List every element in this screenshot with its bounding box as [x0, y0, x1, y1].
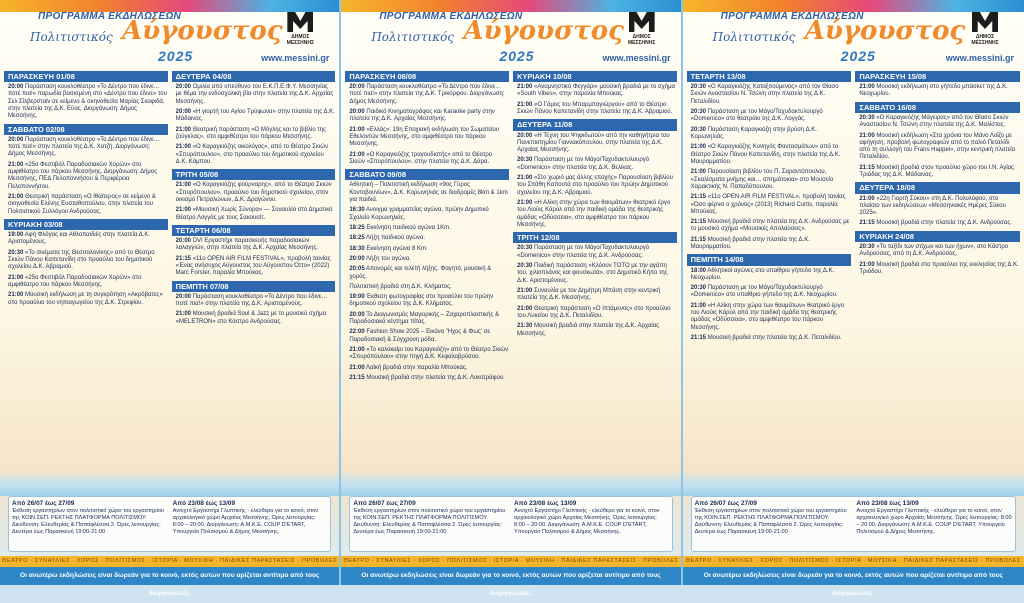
- event-time: 21:00: [517, 200, 533, 207]
- footer-left: [695, 500, 851, 548]
- event-time: 21:15: [175, 255, 192, 262]
- event-item: [349, 294, 509, 309]
- event-description: Παράσταση Καραγκιόζη στην βρύση Δ.Κ. Κορωνηλιάς.: [690, 126, 817, 141]
- event-item: [349, 182, 509, 204]
- event-time: 21:15: [690, 236, 707, 243]
- event-description: Fashion Show 2025 – Εικόνα 'Ήχος & Φως' σε Παραδοσιακή & Σύγχρονη μόδα.: [349, 329, 491, 343]
- panel-2: [341, 0, 682, 597]
- schedule-column: [513, 68, 677, 468]
- year-label: 2025: [499, 48, 535, 64]
- event-time: 21:00: [349, 347, 365, 354]
- event-description: Απονομές και τελετή λήξης. Φαγητό, μουσική & χορός.: [349, 266, 492, 280]
- schedule-columns: [341, 68, 680, 468]
- event-item: [517, 200, 677, 229]
- program-label: ΠΡΟΓΡΑΜΜΑ ΕΚΔΗΛΩΣΕΩΝ: [720, 11, 864, 22]
- event-time: 20:30: [517, 157, 533, 164]
- event-item: [859, 244, 1020, 259]
- event-description: «Η Τέχνη του Ψηφιδωτού» από την καθηγήτρια του Πανεπιστημίου Γιαννακόπουλου, στην πλατεία της Δ.Κ. Αρχαίας Μεσσήνης.: [517, 132, 670, 154]
- event-item: [517, 323, 677, 338]
- event-description: Μουσική εκδήλωση «Στα χρόνια του Μάνο Λοΐζο με αφήγηση, προβολή φωτογραφιών από το παλιό Πεταλίδι από τη συλλογή του Frans Happel», στην κεντρική πλατεία Πεταλιδίου.: [859, 132, 1016, 161]
- event-time: 18:25: [349, 224, 365, 231]
- footer-left-head: Από 26/07 έως 27/09: [694, 500, 757, 507]
- day-header: ΚΥΡΙΑΚΗ 24/08: [855, 231, 1020, 242]
- event-time: 20:00: [175, 84, 192, 91]
- event-item: [349, 207, 509, 222]
- event-time: 19:00: [8, 232, 24, 239]
- day-header: ΤΡΙΤΗ 05/08: [172, 169, 336, 180]
- event-description: Θεατρική παράσταση «Ο Μόγλης και το βιβλίο της ζούγκλας», στο αμφιθέατρο του πάρκου Μεσσήνης.: [175, 126, 326, 141]
- event-item: [691, 303, 852, 332]
- event-item: [517, 175, 677, 197]
- event-description: Αφή Φλόγας και Αθλοπαιδιές στην πλατεία Δ.Κ. Αριστομένους.: [8, 232, 150, 246]
- event-item: [349, 375, 509, 382]
- day-header: ΤΕΤΑΡΤΗ 06/08: [172, 225, 336, 236]
- event-description: «Η γιορτή του Αγίου Τρύφωνα» στην πλατεία της Δ.Κ. Μάδαινας.: [175, 109, 335, 123]
- day-header: ΣΑΒΒΑΤΟ 02/08: [4, 124, 168, 135]
- event-time: 20:05: [349, 266, 365, 273]
- event-description: Μουσική βραδιά στην πλατεία της Δ.Κ. Πεταλιδίου.: [707, 335, 842, 342]
- event-time: 20:30: [517, 263, 533, 270]
- day-header: ΠΕΜΠΤΗ 07/08: [172, 281, 336, 292]
- municipality-logo: [277, 12, 323, 46]
- sea-decoration: [0, 470, 339, 496]
- category-strip: ΘΕΑΤΡΟ · ΣΥΝΑΥΛΙΕΣ · ΧΟΡΟΣ · ΠΟΛΙΤΙΣΜΟΣ · ΙΣΤΟΡΙΑ · ΜΟΥΣΙΚΗ · ΠΑΙΔΙΚΕΣ ΠΑΡΑΣΤΑΣΕΙΣ · ΠΡΟΒΟΛΕΣ: [341, 556, 680, 567]
- title-big: Αύγουστος: [122, 16, 283, 46]
- year-label: 2025: [158, 48, 194, 64]
- event-time: 21:00: [859, 195, 875, 202]
- event-description: Μουσική βραδιά στην πλατεία της Δ.Κ. Λυκοτράφου.: [366, 374, 505, 381]
- event-description: Παράσταση με τον Μάγο/Ταχυδακτυλουργό «Domenico» στην πλατεία της Δ.Κ. Βελίκας.: [517, 157, 650, 171]
- event-description: Εκκίνηση αγώνα 8 Km.: [366, 245, 428, 252]
- event-description: Έκθεση φωτογραφίας στο προαύλιο του πρώην δημοτικού σχολείου της Δ.Κ. Κλήματος.: [349, 294, 494, 308]
- panel-header: [0, 0, 339, 68]
- event-item: [349, 84, 509, 106]
- event-item: [176, 144, 336, 166]
- event-time: 16:30: [349, 207, 365, 214]
- event-description: Μουσική βραδιά στην πλατεία της Δ.Κ. Μαυρομματίου.: [690, 236, 810, 251]
- event-time: 21:00: [859, 261, 875, 268]
- event-time: 20:30: [690, 126, 707, 133]
- footer-right-text: Ανοιχτό Εργαστήρι Γλυπτικής - ελεύθερο για το κοινό, στον αρχαιολογικό χώρο Αρχαίας Μεσσήνης. Ώρες λειτουργίας: 8:00 – 20:00. Διοργάνωση: Α.Μ.Κ.Ε. COUP D'ETART, Υπουργείο Πολιτισμού & Δήμος Μεσσήνης.: [856, 508, 1012, 535]
- event-description: «Ο Καραγκιόζης τραγουδιστής» από το Θέατρο Σκιών «Σπυρόπουλου», στην πλατεία της Δ.Κ. Δάρα.: [349, 151, 493, 165]
- event-item: [349, 329, 509, 344]
- panel-1: [0, 0, 341, 597]
- event-item: [691, 169, 852, 191]
- event-time: 20:00: [349, 84, 365, 91]
- event-item: [517, 263, 677, 285]
- event-time: 20:00: [8, 136, 24, 143]
- event-item: [859, 262, 1020, 277]
- event-item: [176, 84, 336, 106]
- event-time: 20:30: [690, 285, 707, 292]
- event-description: Ανοιγμα γραμματείας αγώνα, πρώην Δημοτικό Σχολείο Κορωνηλιάς.: [349, 207, 489, 221]
- day-header: ΔΕΥΤΕΡΑ 11/08: [513, 119, 677, 130]
- logo-icon: [287, 12, 313, 32]
- event-item: [176, 207, 336, 222]
- event-time: 21:00: [517, 101, 533, 108]
- footer-info-box: [691, 496, 1016, 552]
- schedule-columns: [683, 68, 1024, 468]
- event-time: 21:00: [8, 194, 24, 201]
- event-time: 21:00: [517, 84, 533, 91]
- event-description: «Ο Καραγκιόζης Μάγειρας» από τον Θίασο Σκιών Αναστασίου Ν. Τσώνη στην πλατεία της Δ.Κ. Μαλίστας.: [859, 114, 1009, 129]
- day-header: ΚΥΡΙΑΚΗ 10/08: [513, 71, 677, 82]
- event-item: [176, 182, 336, 204]
- event-description: Παράσταση με τον Μάγο/Ταχυδακτυλουργό «Domenico» στο υπαίθριο γήπεδο της Δ.Κ. Νεοχωρίου.: [690, 285, 838, 299]
- event-description: Θεατρική παράσταση «Ο Ιπτάμενος» στο προαύλιο του Λυκείου της Δ.Κ. Πεταλιδίου.: [517, 305, 671, 319]
- municipality-logo: [619, 12, 665, 46]
- event-description: «Ο Καραγκιόζης φούρναρης», από το Θέατρο Σκιών «Σπυρόπουλου», προαύλιο του δημοτικού σχολείου, στον οικισμό Πετραλώνων, Δ.Κ. Δραγώνου.: [175, 182, 332, 204]
- footer-info-box: [349, 496, 672, 552]
- event-description: Παιδική παράσταση «Κλόουν ΤΟΤΟ με την αγάπη του, χιλιοπλάνος και φουσκωτά», στο Δημοτικό Κήπο της Δ.Κ. Αριστομένους.: [517, 263, 668, 284]
- event-description: «Στο χωριό μας άλλης εποχής» Παρουσίαση βιβλίου του Σπάθη Καπουτά στο προαύλιο του πρώην Δημοτικού σχολείου της Δ.Κ. Αβραμιού.: [517, 175, 673, 196]
- footer-left-head: Από 26/07 έως 27/09: [353, 500, 416, 507]
- event-item: [691, 335, 852, 342]
- event-item: [517, 245, 677, 260]
- event-time: 18:30: [349, 245, 365, 252]
- event-time: 21:30: [517, 323, 533, 330]
- event-time: 21:00: [175, 182, 192, 189]
- event-item: [8, 162, 168, 191]
- event-time: 20:00: [8, 84, 24, 91]
- sea-decoration: [341, 470, 680, 496]
- event-description: Θεατρική παράσταση «Ο Ιθαϊτερος» σε κείμενο & σκηνοθεσία Ελένης Ευσταθοπούλου, στην πλατεία του Πολιτιστικού Συλλόγου Ανδρούσας.: [8, 194, 156, 215]
- event-time: 21:15: [859, 164, 875, 171]
- event-time: 21:00: [517, 287, 533, 294]
- schedule-column: [855, 68, 1020, 468]
- event-item: [8, 84, 168, 121]
- event-time: 20:00: [517, 132, 533, 139]
- event-time: 21:00: [517, 305, 533, 312]
- event-description: Το Διαγωνισμός Μαγειρικής – Ζαχαροπλαστικής & Παραδοσιακά κέντημα πίτας.: [349, 311, 500, 326]
- event-time: 20:30: [859, 114, 875, 121]
- day-header: ΤΡΙΤΗ 12/08: [513, 232, 677, 243]
- event-time: 21:15: [349, 374, 365, 381]
- event-description: «Ο Γάμος του Μπαρμπαγιώργου» από το Θέατρο Σκιών Πάνου Καπετανίδη στην πλατεία της Δ.Κ. Αβραμιού.: [517, 101, 673, 116]
- event-item: [691, 127, 852, 142]
- footer-right-head: Από 23/08 έως 13/09: [172, 500, 235, 507]
- event-item: [859, 84, 1020, 99]
- event-time: 20:30: [859, 243, 875, 250]
- event-item: [691, 219, 852, 234]
- logo-text: ΔΗΜΟΣ ΜΕΣΣΗΝΗΣ: [971, 34, 999, 46]
- logo-icon: [629, 12, 655, 32]
- free-entry-note: Οι ανωτέρω εκδηλώσεις είναι δωρεάν για το κοινό, εκτός αυτών που αρίζεται αντίτιμο από τους διοργανωτές.: [341, 567, 680, 585]
- event-description: Παράσταση με τον Μάγο/Ταχυδακτυλουργό «Domenico» στην πλατεία της Δ.Κ. Ανδρούσας.: [517, 245, 650, 259]
- event-item: [176, 311, 336, 326]
- event-description: «Αναμνηστικό Φεγγάρι» μουσική βραδιά με το σχήμα «South Vibes», στην παραλία Μπούκας.: [517, 84, 676, 98]
- event-item: [349, 225, 509, 232]
- footer-info-box: [8, 496, 331, 552]
- event-description: Μουσική βραδιά στο προαύλιο της εκκλησίας της Δ.Κ. Τριόδου.: [859, 261, 1019, 275]
- day-header: ΠΑΡΑΣΚΕΥΗ 08/08: [345, 71, 509, 82]
- event-time: 21:00: [175, 311, 192, 318]
- day-header: ΠΑΡΑΣΚΕΥΗ 15/08: [855, 71, 1020, 82]
- event-item: [8, 292, 168, 307]
- event-time: 21:00: [8, 161, 24, 168]
- event-item: [349, 235, 509, 242]
- event-description: «Ελλάς»: 19η Εποχιακή εκδήλωση του Σωματείου Εθελοντών Μεσσήνης, στο αμφιθέατρο του πάρκου Μεσσήνης.: [349, 126, 499, 148]
- day-header: ΣΑΒΒΑΤΟ 16/08: [855, 102, 1020, 113]
- category-strip: ΘΕΑΤΡΟ · ΣΥΝΑΥΛΙΕΣ · ΧΟΡΟΣ · ΠΟΛΙΤΙΣΜΟΣ · ΙΣΤΟΡΙΑ · ΜΟΥΣΙΚΗ · ΠΑΙΔΙΚΕΣ ΠΑΡΑΣΤΑΣΕΙΣ · ΠΡΟΒΟΛΕΣ: [0, 556, 339, 567]
- event-time: 21:00: [517, 175, 533, 182]
- title-small: Πολιτιστικός: [712, 30, 796, 44]
- free-entry-note: Οι ανωτέρω εκδηλώσεις είναι δωρεάν για το κοινό, εκτός αυτών που αρίζεται αντίτιμο από τους διοργανωτές.: [683, 567, 1024, 585]
- event-time: 21:15: [690, 194, 707, 201]
- event-time: 21:00: [349, 364, 365, 371]
- footer-left-text: Έκθεση εργαστηρίων στον πολιτιστικό χώρο του εργαστηρίου της ΚΟΙΝ.ΣΕΠ. ΡΕΚΤΗΣ ΠΛΑΤΦΟΡΜΑ ΠΟΛΙΤΙΣΜΟΥ. Διεύθυνση: Ελευθερίας & Παπαφλέσσα 2. Ώρες λειτουργίας: Δευτέρα έως Παρασκευή 19:00-21:00: [694, 508, 847, 535]
- event-time: 21:00: [690, 169, 707, 176]
- event-description: «Ο Καραγκιόζης οικολόγος», από το Θέατρο Σκιών «Σπυρόπουλου», στο προαύλιο του δημοτικού σχολείου Δ.Κ. Κάμπου.: [175, 144, 328, 165]
- year-label: 2025: [840, 48, 876, 64]
- event-description: Παράσταση κουκλοθέατρο «Το Δέντρο που έδινε… ποτέ πια!» παρωδία βασισμένη στο «Δέντρο που έδινε» του Σελ Σίλβερσταϊν σε κείμενο & σκηνοθεσία Μαρίας Σκαφιδά, στην πλατεία της Δ.Κ. Εύας. Διοργάνωση: Δήμος Μεσσήνης.: [8, 84, 167, 120]
- event-description: Παράσταση κουκλοθέατρο «Το Δέντρο που έδινε… ποτέ πια!» στην πλατεία της Δ.Κ. Τρικόρφου. Διοργάνωση: Δήμος Μεσσήνης.: [349, 84, 505, 105]
- event-description: «Μουσική Χωρίς Σύνορα» — Συναυλία στο Δημοτικό Θέατρο Λογγάς με τους Σακουσίτ.: [175, 207, 333, 221]
- event-time: 20:30: [8, 249, 24, 256]
- event-time: 21:00: [175, 144, 192, 151]
- event-description: Παρουσίαση βιβλίου του Π. Σαραντόπουλου, «Σκαλίσματα μνήμης και… σπημάτοκια» στο Μουσείο Χαρακτικής Ν. Παπαδόπουλου.: [690, 169, 834, 190]
- event-item: [691, 84, 852, 106]
- event-description: Μουσική βραδιά στην πλατεία της Δ.Κ. Ανδρούσας με το μουσικό σχήμα «Μουσικές Απολαύσεις».: [690, 219, 850, 233]
- event-time: 21:00: [859, 132, 875, 139]
- footer-right-head: Από 23/08 έως 13/09: [514, 500, 577, 507]
- event-item: [176, 294, 336, 309]
- event-item: [349, 266, 509, 281]
- event-description: Εκκίνηση παιδικού αγώνα 1Km.: [366, 224, 451, 231]
- event-item: [176, 127, 336, 142]
- footer-right-text: Ανοιχτό Εργαστήρι Γλυπτικής - ελεύθερο για το κοινό, στον αρχαιολογικό χώρο Αρχαίας Μεσσήνης. Ώρες λειτουργίας: 8:00 – 20:00. Διοργάνωση: Α.Μ.Κ.Ε. COUP D'ETART, Υπουργείο Πολιτισμού & Δήμος Μεσσήνης.: [514, 508, 660, 535]
- schedule-column: [172, 68, 336, 468]
- event-item: [349, 152, 509, 167]
- event-time: 20:00: [175, 109, 192, 116]
- event-item: [349, 347, 509, 362]
- footer-left-head: Από 26/07 έως 27/09: [12, 500, 75, 507]
- event-time: 20:00: [175, 238, 192, 245]
- panel-3: [683, 0, 1024, 597]
- event-time: 21:00: [175, 126, 192, 133]
- event-description: «Το καλοκαίρι του Καραγκιόζη» από το Θέατρο Σκιών «Σπυρόπουλου» στην πηγή Δ.Κ. Κεφαλοβρύσου.: [349, 347, 509, 361]
- program-label: ΠΡΟΓΡΑΜΜΑ ΕΚΔΗΛΩΣΕΩΝ: [38, 11, 182, 22]
- event-description: «Η Αλίκη στην χώρα των θαυμάτων» θεατρικό έργο του Λιούις Κάρολ από την παιδική ομάδα της θεατρικής ομάδας «Οδύσσεια», στο αμφιθέατρο του πάρκου Μεσσήνης.: [517, 200, 671, 228]
- event-item: [8, 137, 168, 159]
- event-item: [349, 246, 509, 253]
- event-description: Μουσική εκδήλωση στο γήπεδο μπάσκετ της Δ.Κ. Νεοχωρίου.: [859, 84, 1008, 98]
- panel-header: [683, 0, 1024, 68]
- event-description: Παράσταση με τον Μάγο/Ταχυδακτυλουργό «Domenico» στο θεατράκι της Δ.Κ. Λογγάς.: [690, 109, 823, 123]
- event-description: «Ο Καραγκιόζης Κυνηγός Φαντασμάτων» από το Θέατρο Σκιών Πάνου Καπετανίδη, στην πλατεία της Δ.Κ. Μαυρομματίου.: [690, 144, 841, 165]
- event-item: [8, 275, 168, 290]
- day-header: ΔΕΥΤΕΡΑ 18/08: [855, 182, 1020, 193]
- event-time: 21:00: [690, 144, 707, 151]
- event-description: Αθλητικοί αγώνες στο υπαίθριο γήπεδο της Δ.Κ. Νεοχωρίου.: [690, 267, 835, 281]
- event-time: 20:30: [517, 245, 533, 252]
- event-item: [349, 109, 509, 124]
- title-small: Πολιτιστικός: [30, 30, 113, 44]
- event-time: 21:00: [8, 292, 24, 299]
- event-item: [8, 232, 168, 247]
- event-description: Ομιλία από υπεύθυνο του Ε.Κ.Π.Ε.Φ.Υ. Μεσσηνίας με θέμα την ενδοσχολική βία στην πλατεία της Δ.Κ. Αρχαίας Μεσσήνης.: [175, 84, 334, 105]
- event-time: 21:15: [690, 335, 707, 342]
- event-description: «Ο Καραγκιόζης Καταξιτούμενος» από τον Θίασο Σκιών Αναστασίου Ν. Τσώνη στην πλατεία της Δ.Κ. Πεταλιδίου.: [690, 84, 839, 105]
- event-item: [176, 109, 336, 124]
- category-strip: ΘΕΑΤΡΟ · ΣΥΝΑΥΛΙΕΣ · ΧΟΡΟΣ · ΠΟΛΙΤΙΣΜΟΣ · ΙΣΤΟΡΙΑ · ΜΟΥΣΙΚΗ · ΠΑΙΔΙΚΕΣ ΠΑΡΑΣΤΑΣΕΙΣ · ΠΡΟΒΟΛΕΣ: [683, 556, 1024, 567]
- footer-left: [12, 500, 167, 548]
- panel-header: [341, 0, 680, 68]
- event-description: Μουσική βραδιά στην πλατεία της Δ.Κ. Ανδρούσας.: [876, 220, 1012, 227]
- event-item: [349, 127, 509, 149]
- event-time: 22:00: [349, 329, 365, 336]
- event-description: «25ο Φεστιβάλ Παραδοσιακών Χορών» στο αμφιθέατρο του πάρκου Μεσσήνης.: [8, 274, 142, 288]
- event-description: Λήξη του αγώνα.: [366, 255, 411, 262]
- logo-text: ΔΗΜΟΣ ΜΕΣΣΗΝΗΣ: [286, 34, 314, 46]
- event-item: [517, 306, 677, 321]
- footer-right: [173, 500, 328, 548]
- event-time: 21:00: [859, 84, 875, 91]
- event-time: 21:15: [690, 219, 707, 226]
- footer-right: [514, 500, 669, 548]
- event-item: [859, 196, 1020, 218]
- title-small: Πολιτιστικός: [371, 30, 455, 44]
- event-item: [517, 102, 677, 117]
- municipality-logo: [962, 12, 1008, 46]
- logo-icon: [972, 12, 998, 32]
- event-item: [859, 220, 1020, 227]
- event-item: [8, 250, 168, 272]
- event-item: [691, 144, 852, 166]
- event-time: 20:00: [349, 255, 365, 262]
- day-header: ΚΥΡΙΑΚΗ 03/08: [4, 219, 168, 230]
- event-description: «11ο OPEN AIR FILM FESTIVAL», προβολή ταινίας «Όσο φέρνει ο χρόνος» (2013) Richard Curtis, παραλία Μπούκας.: [690, 194, 846, 215]
- event-item: [349, 312, 509, 327]
- event-item: [691, 194, 852, 216]
- event-time: 21:00: [349, 126, 365, 133]
- event-time: 21:00: [175, 207, 192, 214]
- event-description: Λαϊκή βραδιά στην παραλία Μπούκας.: [366, 364, 468, 371]
- schedule-column: [345, 68, 509, 468]
- day-header: ΔΕΥΤΕΡΑ 04/08: [172, 71, 336, 82]
- event-time: 21:00: [349, 151, 365, 158]
- sea-decoration: [683, 470, 1024, 496]
- website-link[interactable]: www.messini.gr: [602, 53, 671, 63]
- event-description: «Το σινέματα της Θεσσαλονίκης» από το Θέατρο Σκιών Πάνου Καπετανίδη στο προαύλιο του δημοτικού σχολείου Δ.Κ. Αβραμιού.: [8, 249, 155, 271]
- event-description: DVI Εργαστήρι παρασκευής παραδοσιακών λαλαγγιών, στην πλατεία της Δ.Κ. Αρχαίας Μεσσήνης.: [175, 238, 319, 252]
- event-time: 20:30: [690, 84, 707, 91]
- event-item: [691, 109, 852, 124]
- event-description: Αθλητική – Πολιτιστική εκδήλωση «9ος Γύρος Κοντοβουνίων», Δ.Κ. Κορωνηλιάς σε διαδρομές 8km & 1km για παιδιά.: [349, 182, 508, 204]
- title-big: Αύγουστος: [463, 16, 624, 46]
- footer-left-text: Έκθεση εργαστηρίων στον πολιτιστικό χώρο του εργαστηρίου της ΚΟΙΝ.ΣΕΠ. ΡΕΚΤΗΣ ΠΛΑΤΦΟΡΜΑ ΠΟΛΙΤΙΣΜΟΥ. Διεύθυνση: Ελευθερίας & Παπαφλέσσα 2. Ώρες λειτουργίας: Δευτέρα έως Παρασκευή 19:00-21:00: [353, 508, 506, 535]
- schedule-columns: [0, 68, 339, 468]
- website-link[interactable]: www.messini.gr: [945, 53, 1014, 63]
- event-item: [349, 284, 509, 291]
- program-label: ΠΡΟΓΡΑΜΜΑ ΕΚΔΗΛΩΣΕΩΝ: [379, 11, 523, 22]
- event-description: «22η Γιορτή Σύκου» στη Δ.Κ. Πολυλόφου, στο πλαίσιο των εκδηλώσεων «Μεσσηνιακές Ημέρες Σύκου 2025».: [859, 195, 1006, 217]
- event-description: Συναυλία με τον Δημήτρη Μπάση στην κεντρική πλατεία της Δ.Κ. Μεσσήνης.: [517, 287, 661, 302]
- event-description: Μουσική εκδήλωση με τη συγκρότηση «Ακρόβατες» στο προαύλιο του νηπιαγωγείου της Δ.Κ. Στρεφίου.: [8, 292, 163, 306]
- day-header: ΤΕΤΑΡΤΗ 13/08: [687, 71, 852, 82]
- event-item: [176, 256, 336, 278]
- event-item: [859, 115, 1020, 130]
- event-time: 18:25: [349, 235, 365, 242]
- event-time: 19:00: [349, 294, 365, 301]
- event-description: Παιδικό Κινηματογράφος και Karaoke party στην πλατεία της Δ.Κ. Αρχαίας Μεσσήνης.: [349, 109, 495, 123]
- event-description: «25ο Φεστιβάλ Παραδοσιακών Χορών» στο αμφιθέατρο του πάρκου Μεσσήνης. Διοργάνωση: Δήμος Μεσσήνης, ΠΕΔ Πελοποννήσου & Περιφέρεια Πελοποννήσου.: [8, 161, 158, 190]
- event-item: [349, 365, 509, 372]
- event-time: 21:00: [8, 274, 24, 281]
- event-item: [691, 268, 852, 283]
- event-item: [517, 288, 677, 303]
- event-time: 20:00: [349, 311, 365, 318]
- event-time: 21:00: [690, 302, 707, 309]
- schedule-column: [687, 68, 852, 468]
- title-big: Αύγουστος: [804, 16, 966, 46]
- event-item: [859, 133, 1020, 162]
- footer-left-text: Έκθεση εργαστηρίων στον πολιτιστικό χώρο του εργαστηρίου της ΚΟΙΝ.ΣΕΠ. ΡΕΚΤΗΣ ΠΛΑΤΦΟΡΜΑ ΠΟΛΙΤΙΣΜΟΥ. Διεύθυνση: Ελευθερίας & Παπαφλέσσα 2. Ώρες λειτουργίας: Δευτέρα έως Παρασκευή 19:00-21:00: [12, 508, 165, 535]
- event-description: «Η Αλίκη στην χώρα των θαυμάτων» θεατρικό έργο του Λιούις Κάρολ από την παιδική ομάδα της θεατρικής ομάδας «Οδύσσεια», στο αμφιθέατρο του πάρκου Μεσσήνης.: [690, 302, 844, 331]
- event-item: [349, 256, 509, 263]
- website-link[interactable]: www.messini.gr: [261, 53, 330, 63]
- event-description: Μουσική βραδιά στον προαύλιο χώρο του Ι.Ν. Αγίας Τριάδας της Δ.Κ. Μάδαινας.: [859, 164, 1015, 179]
- event-item: [517, 157, 677, 172]
- footer-right-text: Ανοιχτό Εργαστήρι Γλυπτικής - ελεύθερο για το κοινό, στον αρχαιολογικό χώρο Αρχαίας Μεσσήνης. Ώρες λειτουργίας: 8:00 – 20:00. Διοργάνωση: Α.Μ.Κ.Ε. COUP D'ETART, Υπουργείο Πολιτισμού & Δήμος Μεσσήνης.: [172, 508, 319, 535]
- logo-text: ΔΗΜΟΣ ΜΕΣΣΗΝΗΣ: [627, 34, 656, 46]
- event-time: 20:00: [175, 293, 192, 300]
- event-time: 21:15: [859, 220, 875, 227]
- day-header: ΣΑΒΒΑΤΟ 09/08: [345, 169, 509, 180]
- event-item: [8, 194, 168, 216]
- event-item: [691, 285, 852, 300]
- free-entry-note: Οι ανωτέρω εκδηλώσεις είναι δωρεάν για το κοινό, εκτός αυτών που αρίζεται αντίτιμο από τους διοργανωτές.: [0, 567, 339, 585]
- day-header: ΠΑΡΑΣΚΕΥΗ 01/08: [4, 71, 168, 82]
- event-time: 18:00: [690, 267, 707, 274]
- event-description: «11ο OPEN AIR FILM FESTIVAL», προβολή ταινίας «Ένας ανήσυχος Αύγουστος του Αύγουστου Όττο» (2022) Marc Forster, παραλία Μπούκας.: [175, 255, 331, 277]
- event-time: 20:30: [690, 109, 707, 116]
- event-item: [517, 84, 677, 99]
- event-item: [517, 133, 677, 155]
- footer-right-head: Από 23/08 έως 13/09: [856, 500, 919, 507]
- footer-right: [856, 500, 1012, 548]
- event-description: Παράσταση κουκλοθέατρο «Το Δέντρο που έδινε… ποτέ πια!» στην πλατεία της Δ.Κ. Χατζή. Διοργάνωση: Δήμος Μεσσήνης.: [8, 136, 160, 158]
- event-item: [176, 238, 336, 253]
- event-item: [859, 165, 1020, 180]
- footer-left: [353, 500, 508, 548]
- event-description: Λήξη παιδικού αγώνα.: [366, 235, 426, 242]
- day-header: ΠΕΜΠΤΗ 14/08: [687, 254, 852, 265]
- event-description: Πολιτιστική βραδιά στη Δ.Κ. Κλήματος.: [349, 283, 452, 290]
- event-time: 20:00: [349, 109, 365, 116]
- event-description: Μουσική βραδιά Soul & Jazz με το μουσικό σχήμα «MELETRON» στο Κάστρο Ανδρούσας.: [175, 311, 327, 325]
- event-description: Μουσική βραδιά στην πλατεία της Δ.Κ. Αρχαίας Μεσσήνης.: [517, 323, 660, 337]
- event-description: Παράσταση κουκλοθέατρο «Το Δέντρο που έδινε… ποτέ πια!» στην πλατεία της Δ.Κ. Αριστομένους.: [175, 293, 328, 308]
- event-description: «Το ταξίδι των στίχων και των ήχων», στο Κάστρο Ανδρούσας, από τη Δ.Κ. Ανδρούσας.: [859, 243, 1009, 258]
- event-item: [691, 237, 852, 252]
- schedule-column: [4, 68, 168, 468]
